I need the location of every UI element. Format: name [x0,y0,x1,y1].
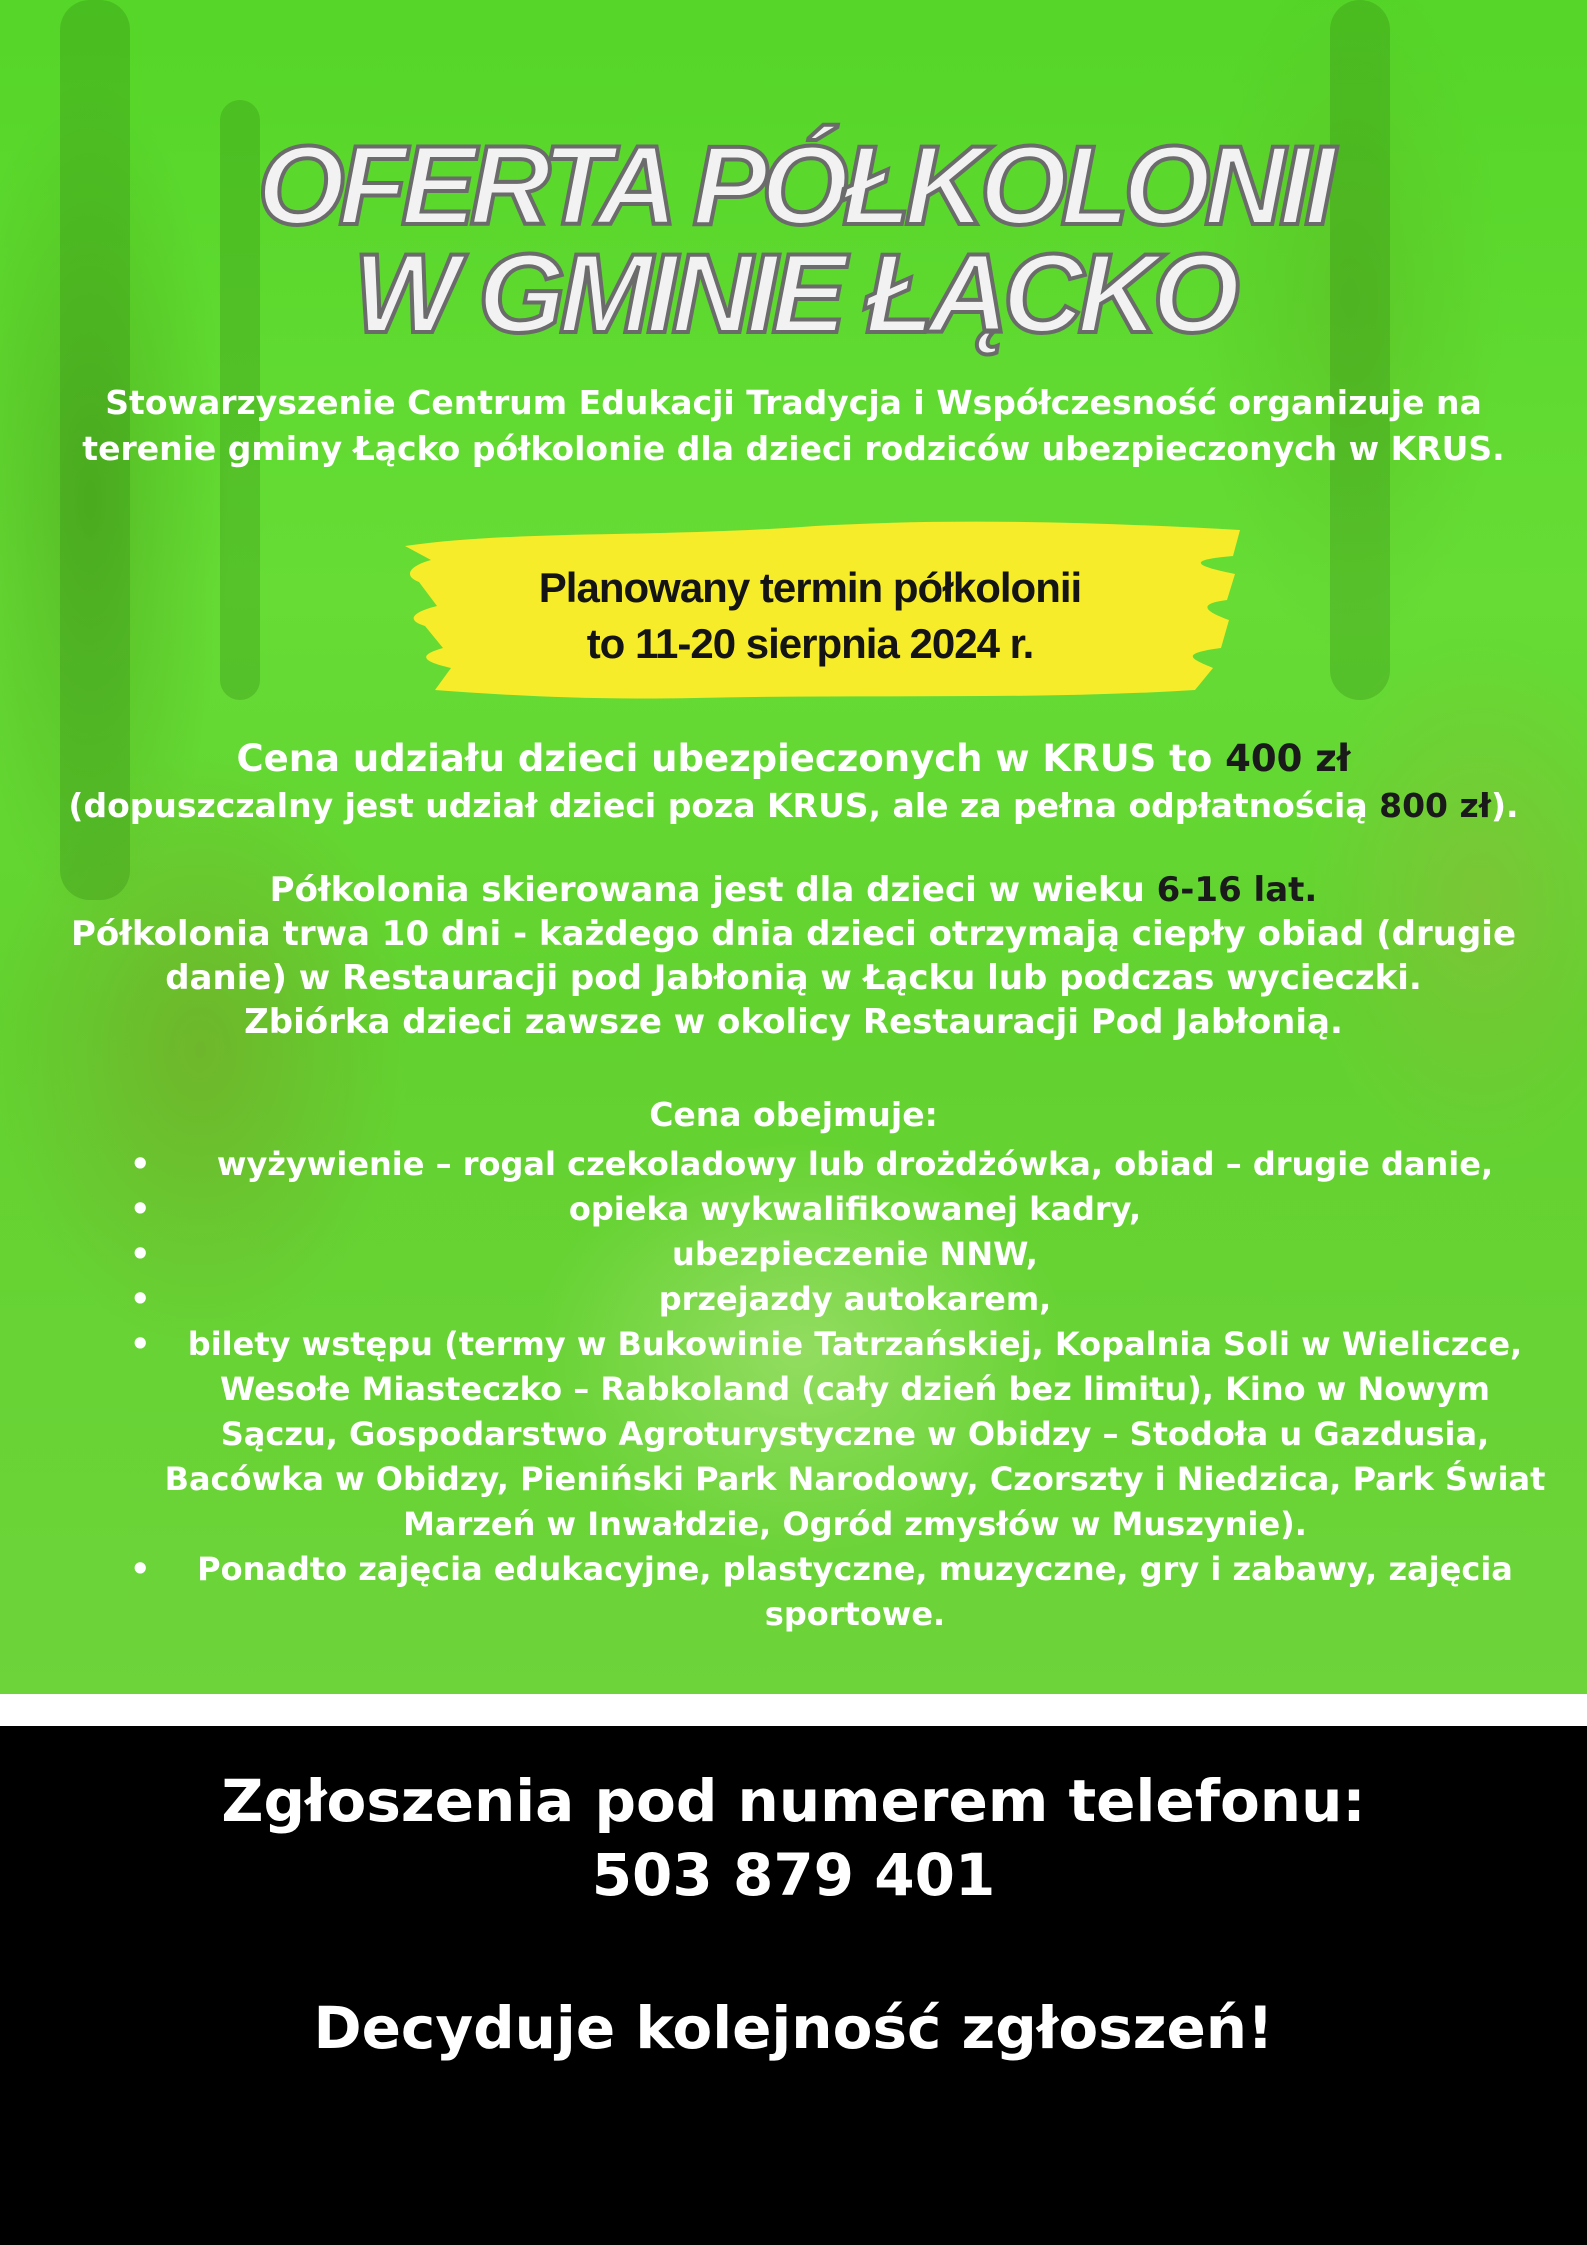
price-non-krus-suffix: ). [1490,786,1519,825]
list-item-text: wyżywienie – rogal czekoladowy lub drożdżówka, obiad – drugie danie, [216,1145,1494,1183]
list-item [130,1142,1550,1187]
bullet-icon: • [130,1325,151,1363]
price-krus-amount: 400 zł [1225,737,1351,780]
bullet-icon: • [130,1280,151,1318]
bullet-icon: • [130,1190,151,1228]
title-line-2: W GMINIE ŁĄCKO [353,231,1234,356]
list-item [130,1232,1550,1277]
price-line-krus [40,735,1547,783]
list-item-text: bilety wstępu (termy w Bukowinie Tatrzańskiej, Kopalnia Soli w Wieliczce, Wesołe Miasteczko – Rabkoland (cały dzień bez limitu), Kino w Nowym Sączu, Gospodarstwo Agroturystyczne w Obidzy – Stodoła u Gazdusia, Bacówka w Obidzy, Pieniński Park Narodowy, Czorszty i Niedzica, Park Świat Marzeń w Inwałdzie, Ogród zmysłów w Muszynie). [164,1325,1546,1543]
price-krus-text: Cena udziału dzieci ubezpieczonych w KRUS to [236,737,1226,780]
list-item-text: ubezpieczenie NNW, [672,1235,1038,1273]
age-info [270,870,1318,910]
duration-info: Półkolonia trwa 10 dni - każdego dnia dzieci otrzymają ciepły obiad (drugie danie) w Restauracji pod Jabłonią w Łącku lub podczas wycieczki. [70,914,1517,998]
phone-number: 503 879 401 [591,1841,996,1909]
meeting-point: Zbiórka dzieci zawsze w okolicy Restauracji Pod Jabłonią. [244,1002,1343,1042]
includes-title: Cena obejmuje: [649,1095,938,1134]
list-item-text: opieka wykwalifikowanej kadry, [568,1190,1142,1228]
list-item [130,1187,1550,1232]
phone-label: Zgłoszenia pod numerem telefonu: [221,1767,1366,1835]
list-item [130,1322,1550,1547]
divider-band [0,1694,1587,1726]
planned-dates [395,560,1225,672]
price-non-krus-text: (dopuszczalny jest udział dzieci poza KRUS, ale za pełna odpłatnością [68,786,1380,825]
list-item [130,1277,1550,1322]
price-line-non-krus [40,783,1547,829]
price-info [40,735,1547,829]
planned-dates-line-1: Planowany termin półkolonii [538,564,1082,611]
title-line-1: OFERTA PÓŁKOLONII [257,123,1330,248]
bullet-icon: • [130,1145,151,1183]
planned-dates-line-2: to 11-20 sierpnia 2024 r. [586,620,1034,667]
list-item-text: przejazdy autokarem, [658,1280,1052,1318]
intro-text: Stowarzyszenie Centrum Edukacji Tradycja i Współczesność organizuje na terenie gminy Łącko półkolonie dla dzieci rodziców ubezpieczonych w KRUS. [82,383,1505,468]
list-item [130,1547,1550,1637]
background-tree [1330,0,1390,700]
list-item-text: Ponadto zajęcia edukacyjne, plastyczne, muzyczne, gry i zabawy, zajęcia sportowe. [197,1550,1513,1633]
order-note: Decyduje kolejność zgłoszeń! [313,1994,1274,2062]
age-range: 6-16 lat. [1156,870,1318,910]
includes-list [130,1142,1550,1637]
price-non-krus-amount: 800 zł [1379,786,1491,825]
bullet-icon: • [130,1235,151,1273]
age-text: Półkolonia skierowana jest dla dzieci w wieku [269,870,1157,910]
camp-details [40,868,1547,1044]
bullet-icon: • [130,1550,151,1588]
